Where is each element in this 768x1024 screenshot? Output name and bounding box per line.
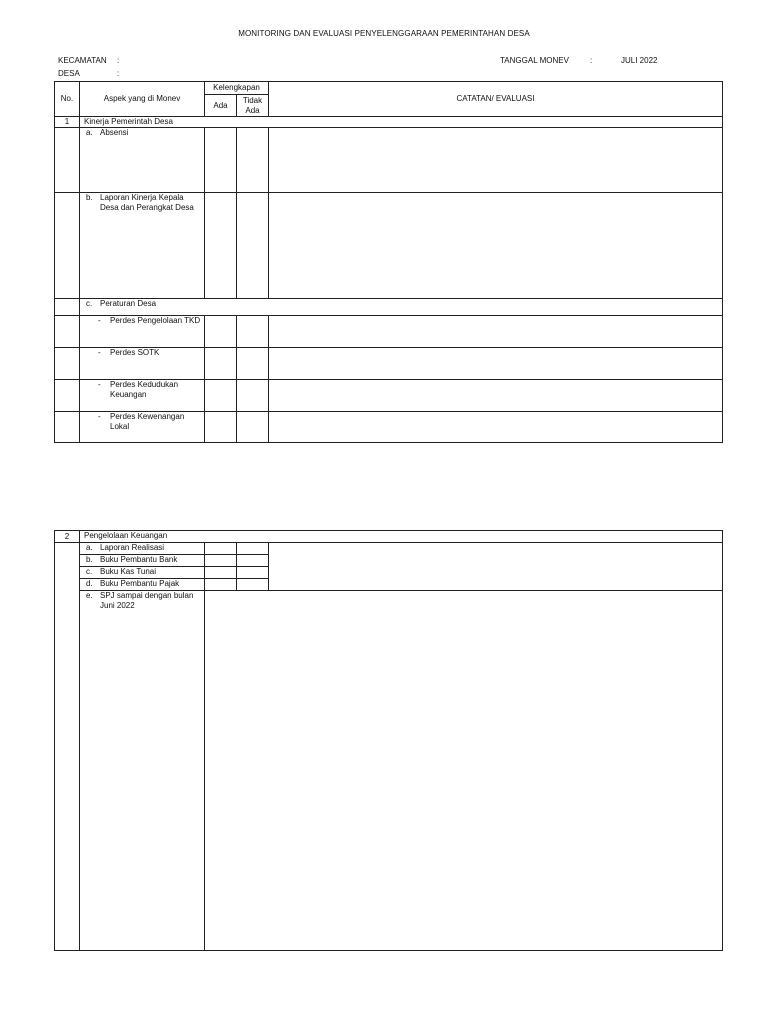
check-ada-cell[interactable] [205, 579, 237, 591]
check-ada-cell[interactable] [205, 543, 237, 555]
empty-cell [55, 380, 80, 412]
perdes-item: - Perdes Kewenangan Lokal [80, 412, 205, 443]
check-tidak-ada-cell[interactable] [237, 316, 269, 348]
empty-cell [55, 193, 80, 299]
check-ada-cell[interactable] [205, 412, 237, 443]
check-ada-cell[interactable] [205, 348, 237, 380]
perdes-item: - Perdes SOTK [80, 348, 205, 380]
catatan-cell[interactable] [269, 128, 723, 193]
keuangan-item: e. SPJ sampai dengan bulan Juni 2022 [80, 591, 205, 951]
keuangan-item: a. Laporan Realisasi [80, 543, 205, 555]
keuangan-item: b. Buku Pembantu Bank [80, 555, 205, 567]
check-ada-cell[interactable] [205, 128, 237, 193]
item-absensi: a. Absensi [80, 128, 205, 193]
check-ada-cell[interactable] [205, 380, 237, 412]
catatan-cell[interactable] [269, 193, 723, 299]
check-tidak-ada-cell[interactable] [237, 555, 269, 567]
check-ada-cell[interactable] [205, 567, 237, 579]
check-tidak-ada-cell[interactable] [237, 193, 269, 299]
check-tidak-ada-cell[interactable] [237, 543, 269, 555]
empty-cell [55, 412, 80, 443]
check-tidak-ada-cell[interactable] [237, 567, 269, 579]
monev-table-1 [54, 81, 723, 443]
tanggal-colon: : [590, 56, 593, 65]
check-tidak-ada-cell[interactable] [237, 380, 269, 412]
header-no: No. [55, 82, 80, 117]
empty-cell [55, 299, 80, 316]
monev-table-2 [54, 530, 723, 951]
perdes-item: - Perdes Pengelolaan TKD [80, 316, 205, 348]
catatan-cell[interactable] [269, 543, 723, 591]
desa-label: DESA [58, 69, 80, 78]
tanggal-label: TANGGAL MONEV [500, 56, 569, 65]
empty-cell [55, 316, 80, 348]
perdes-item: - Perdes Kedudukan Keuangan [80, 380, 205, 412]
section-1-no: 1 [55, 117, 80, 128]
tanggal-value: JULI 2022 [621, 56, 658, 65]
empty-cell [55, 543, 80, 951]
kecamatan-label: KECAMATAN [58, 56, 107, 65]
desa-colon: : [117, 69, 120, 78]
header-kelengkapan: Kelengkapan [205, 82, 269, 95]
header-catatan: CATATAN/ EVALUASI [269, 82, 723, 117]
header-tidak-ada: Tidak Ada [237, 95, 269, 117]
header-ada: Ada [205, 95, 237, 117]
section-2-title: Pengelolaan Keuangan [80, 531, 723, 543]
header-aspek: Aspek yang di Monev [80, 82, 205, 117]
check-ada-cell[interactable] [205, 193, 237, 299]
item-laporan-kinerja: b. Laporan Kinerja Kepala Desa dan Perangkat Desa [80, 193, 205, 299]
catatan-cell[interactable] [269, 412, 723, 443]
catatan-cell[interactable] [269, 380, 723, 412]
check-tidak-ada-cell[interactable] [237, 579, 269, 591]
empty-cell [55, 128, 80, 193]
document-title: MONITORING DAN EVALUASI PENYELENGGARAAN PEMERINTAHAN DESA [238, 29, 530, 38]
check-tidak-ada-cell[interactable] [237, 412, 269, 443]
section-2-no: 2 [55, 531, 80, 543]
catatan-cell[interactable] [269, 348, 723, 380]
catatan-cell[interactable] [205, 591, 723, 951]
check-tidak-ada-cell[interactable] [237, 128, 269, 193]
empty-cell [55, 348, 80, 380]
keuangan-item: c. Buku Kas Tunai [80, 567, 205, 579]
check-ada-cell[interactable] [205, 316, 237, 348]
catatan-cell[interactable] [269, 316, 723, 348]
section-1-title: Kinerja Pemerintah Desa [80, 117, 723, 128]
check-ada-cell[interactable] [205, 555, 237, 567]
keuangan-item: d. Buku Pembantu Pajak [80, 579, 205, 591]
item-peraturan-desa: c. Peraturan Desa [80, 299, 723, 316]
check-tidak-ada-cell[interactable] [237, 348, 269, 380]
kecamatan-colon: : [117, 56, 120, 65]
